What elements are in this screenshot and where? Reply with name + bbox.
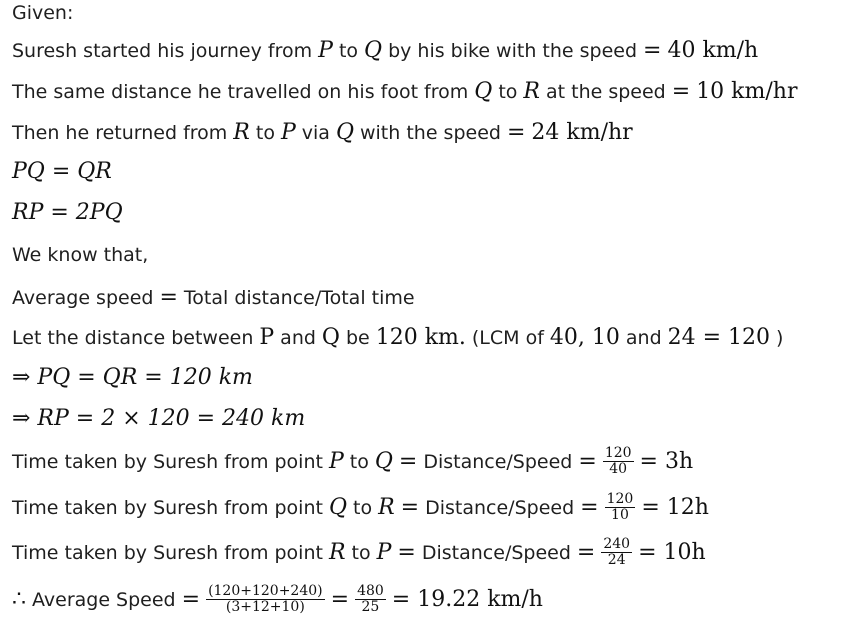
fraction-simplified [355, 584, 386, 615]
text: The same distance he travelled on his foot from [12, 80, 469, 103]
fraction-sum [206, 584, 325, 615]
var-from: P [328, 449, 344, 474]
result: = 10h [638, 540, 706, 565]
text: Time taken by Suresh from point [12, 450, 323, 473]
equals: = [671, 79, 691, 104]
text: Let the distance between [12, 326, 254, 349]
text: Time taken by Suresh from point [12, 496, 323, 519]
denominator: 40 [609, 461, 628, 477]
text: Suresh started his journey from [12, 39, 313, 62]
var-q: Q [335, 120, 354, 145]
text: with the speed [359, 121, 501, 144]
text: to [351, 541, 371, 564]
time-q-to-r [12, 492, 709, 523]
lcm-result: 24 = 120 [667, 325, 771, 350]
text: and [280, 326, 316, 349]
result: = 3h [639, 449, 694, 474]
heading-text: Given: [12, 2, 74, 24]
equals: = [181, 587, 201, 612]
text: to [255, 121, 275, 144]
given-line-2 [12, 79, 797, 104]
equals: = [400, 495, 420, 520]
equals: = [397, 540, 416, 565]
equals: = [330, 587, 350, 612]
text: be [345, 326, 370, 349]
equals: = [578, 449, 597, 474]
close-paren: ) [776, 326, 784, 349]
text: and [625, 326, 662, 349]
text: (LCM of [471, 326, 544, 349]
text: Distance/Speed [423, 450, 573, 473]
var-from: Q [328, 495, 347, 520]
point-q: Q [321, 325, 340, 350]
text: via [301, 121, 330, 144]
equals: = [643, 38, 662, 63]
text: Time taken by Suresh from point [12, 541, 323, 564]
therefore-symbol: ∴ [12, 587, 26, 612]
speed-value: 10 km/hr [696, 79, 798, 104]
heading [12, 2, 73, 24]
text: Total distance/Total time [183, 286, 415, 309]
text: to [338, 39, 359, 62]
var-from: R [328, 540, 346, 565]
text: at the speed [545, 80, 666, 103]
speed-value: 24 km/hr [531, 120, 633, 145]
final-result: = 19.22 km/h [391, 587, 543, 612]
we-know-that [12, 244, 148, 266]
distance-assumption [12, 325, 783, 350]
text: Distance/Speed [425, 496, 575, 519]
text: by his bike with the speed [388, 39, 638, 62]
final-average-speed [12, 584, 543, 615]
text: to [349, 450, 369, 473]
numerator: 240 [603, 536, 631, 552]
equation-pq-value: ⇒ PQ = QR = 120 km [12, 365, 253, 390]
text: We know that, [12, 244, 149, 266]
given-line-3 [12, 120, 633, 145]
text: Then he returned from [12, 121, 228, 144]
numerator: 120 [604, 445, 632, 461]
average-speed-formula [12, 285, 415, 310]
text: to [498, 80, 518, 103]
text: Distance/Speed [421, 541, 571, 564]
var-q: Q [474, 79, 493, 104]
result: = 12h [641, 495, 709, 520]
text: Average Speed [32, 588, 176, 611]
equals: = [576, 540, 596, 565]
equation-pq-qr: PQ = QR [12, 159, 112, 184]
denominator: 24 [607, 552, 626, 568]
denominator: 25 [361, 599, 380, 615]
equals: = [506, 120, 526, 145]
var-to: P [376, 540, 392, 565]
var-q: Q [364, 38, 383, 63]
numbers: 40, 10 [549, 325, 620, 350]
var-to: R [378, 495, 395, 520]
time-p-to-q [12, 446, 693, 477]
numerator: (120+120+240) [208, 583, 323, 599]
point-p: P [259, 325, 275, 350]
var-p: P [318, 38, 333, 63]
fraction [603, 446, 634, 477]
equation-rp-value: ⇒ RP = 2 × 120 = 240 km [12, 406, 306, 431]
var-p: P [280, 120, 296, 145]
var-r: R [233, 120, 250, 145]
fraction [605, 492, 636, 523]
numerator: 120 [606, 491, 634, 507]
var-r: R [523, 79, 540, 104]
equation-rp-2pq: RP = 2PQ [12, 200, 123, 225]
speed-value: 40 km/h [667, 38, 759, 63]
equals: = [159, 285, 178, 310]
denominator: 10 [611, 507, 629, 523]
var-to: Q [374, 449, 393, 474]
given-line-1 [12, 38, 758, 63]
text: to [353, 496, 373, 519]
distance-value: 120 km. [375, 325, 466, 350]
text: Average speed [12, 286, 154, 309]
equals: = [580, 495, 599, 520]
fraction [601, 537, 632, 568]
numerator: 480 [357, 583, 384, 599]
time-r-to-p [12, 537, 706, 568]
equals: = [398, 449, 418, 474]
denominator: (3+12+10) [225, 599, 305, 615]
